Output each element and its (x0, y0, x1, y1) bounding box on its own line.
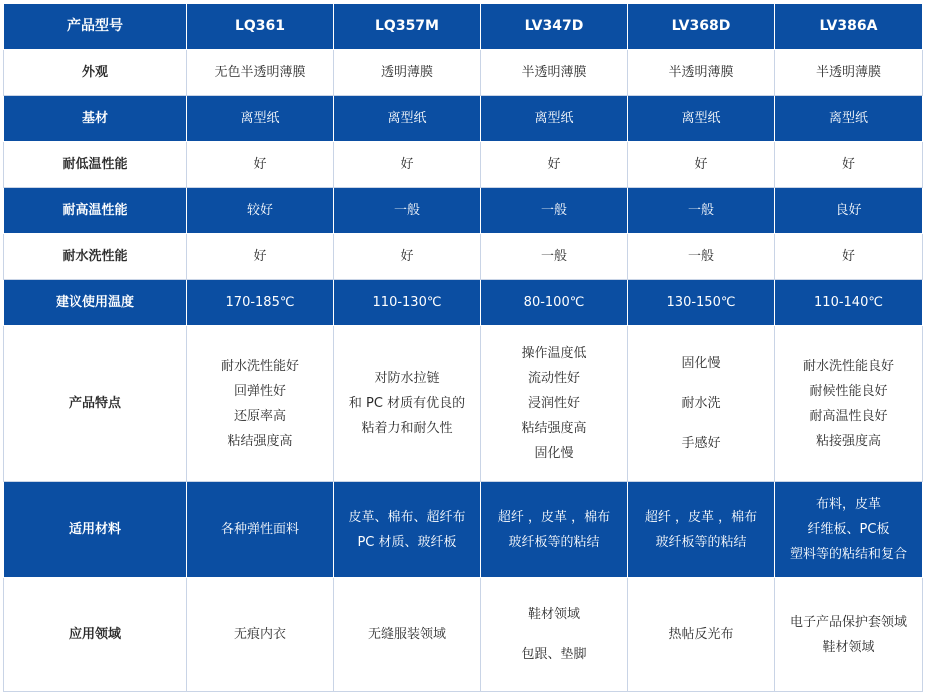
cell-line: 鞋材领域 (527, 606, 580, 622)
value-cell: 好 (775, 234, 923, 280)
value-cell (628, 482, 775, 578)
cell-line: 玻纤板等的粘结 (655, 534, 747, 550)
row-label: 建议使用温度 (4, 280, 187, 326)
value-cell: 110-130℃ (334, 280, 481, 326)
cell-line: 手感好 (681, 435, 721, 451)
value-cell: 130-150℃ (628, 280, 775, 326)
row-label: 基材 (4, 96, 187, 142)
cell-line: 各种弹性面料 (220, 522, 299, 537)
value-cell: 110-140℃ (775, 280, 923, 326)
cell-line: 操作温度低 (521, 346, 587, 361)
product-spec-table (3, 3, 923, 692)
model-cell: LV386A (775, 4, 923, 50)
cell-line: 玻纤板等的粘结 (508, 534, 600, 550)
value-cell (334, 578, 481, 692)
cell-line: 耐候性能良好 (809, 383, 888, 399)
value-cell: 离型纸 (334, 96, 481, 142)
value-cell: 好 (334, 234, 481, 280)
cell-line: 固化慢 (681, 355, 721, 371)
value-cell (481, 482, 628, 578)
cell-line: 超纤 ，皮革 ，棉布 (497, 509, 611, 525)
value-cell (334, 482, 481, 578)
value-cell: 良好 (775, 188, 923, 234)
value-cell (187, 578, 334, 692)
value-cell (775, 578, 923, 692)
cell-line: 耐水洗 (681, 395, 721, 411)
header-label: 产品型号 (4, 4, 187, 50)
cell-line: 无痕内衣 (233, 627, 286, 642)
cell-line: 粘结强度高 (521, 421, 587, 436)
cell-line: 耐水洗性能好 (220, 358, 299, 374)
cell-line: 回弹性好 (233, 383, 286, 399)
value-cell: 较好 (187, 188, 334, 234)
value-cell: 一般 (334, 188, 481, 234)
cell-line: 塑料等的粘结和复合 (789, 547, 907, 562)
value-cell: 半透明薄膜 (775, 50, 923, 96)
cell-line: 流动性好 (527, 371, 580, 386)
row-applications (4, 578, 923, 692)
value-cell: 好 (628, 142, 775, 188)
value-cell: 好 (334, 142, 481, 188)
header-row (4, 4, 923, 50)
row-high-temp (4, 188, 923, 234)
model-cell: LV368D (628, 4, 775, 50)
row-label: 耐水洗性能 (4, 234, 187, 280)
value-cell: 无色半透明薄膜 (187, 50, 334, 96)
value-cell: 离型纸 (775, 96, 923, 142)
value-cell: 好 (775, 142, 923, 188)
cell-line: 和 PC 材质有优良的 (348, 396, 466, 411)
model-cell: LQ357M (334, 4, 481, 50)
row-label: 适用材料 (4, 482, 187, 578)
value-cell: 半透明薄膜 (481, 50, 628, 96)
value-cell: 透明薄膜 (334, 50, 481, 96)
value-cell: 一般 (481, 188, 628, 234)
value-cell: 半透明薄膜 (628, 50, 775, 96)
cell-line: PC 材质、玻纤板 (357, 534, 457, 550)
cell-line: 鞋材领域 (822, 639, 875, 655)
cell-line: 皮革、棉布、超纤布 (348, 509, 466, 525)
cell-line: 耐高温性良好 (809, 408, 888, 424)
row-appearance (4, 50, 923, 96)
value-cell: 80-100℃ (481, 280, 628, 326)
value-cell (334, 326, 481, 482)
cell-line: 布料，皮革 (815, 497, 881, 512)
row-materials (4, 482, 923, 578)
value-cell (628, 326, 775, 482)
cell-line: 电子产品保护套领域 (789, 614, 907, 630)
row-temperature (4, 280, 923, 326)
cell-line: 粘结强度高 (227, 433, 293, 449)
value-cell (628, 578, 775, 692)
model-cell: LV347D (481, 4, 628, 50)
cell-line: 粘着力和耐久性 (361, 421, 453, 436)
cell-line: 热帖反光布 (668, 627, 734, 642)
row-substrate (4, 96, 923, 142)
cell-line: 超纤 ，皮革 ，棉布 (644, 509, 758, 525)
model-cell: LQ361 (187, 4, 334, 50)
row-label: 产品特点 (4, 326, 187, 482)
value-cell (481, 326, 628, 482)
value-cell: 一般 (628, 188, 775, 234)
value-cell: 好 (187, 234, 334, 280)
cell-line: 无缝服装领域 (367, 627, 446, 642)
cell-line: 对防水拉链 (374, 371, 440, 386)
value-cell: 170-185℃ (187, 280, 334, 326)
value-cell (775, 482, 923, 578)
cell-line: 耐水洗性能良好 (802, 358, 894, 374)
value-cell: 离型纸 (481, 96, 628, 142)
row-label: 耐低温性能 (4, 142, 187, 188)
value-cell (187, 482, 334, 578)
cell-line: 固化慢 (534, 446, 574, 461)
value-cell (187, 326, 334, 482)
cell-line: 浸润性好 (527, 396, 580, 411)
row-label: 外观 (4, 50, 187, 96)
value-cell: 好 (187, 142, 334, 188)
value-cell (481, 578, 628, 692)
value-cell: 好 (481, 142, 628, 188)
cell-line: 纤维板、PC板 (807, 522, 890, 537)
cell-line: 还原率高 (233, 408, 286, 424)
value-cell: 一般 (628, 234, 775, 280)
row-label: 应用领域 (4, 578, 187, 692)
value-cell: 一般 (481, 234, 628, 280)
row-wash (4, 234, 923, 280)
cell-line: 粘接强度高 (815, 433, 881, 449)
value-cell: 离型纸 (187, 96, 334, 142)
row-low-temp (4, 142, 923, 188)
value-cell: 离型纸 (628, 96, 775, 142)
value-cell (775, 326, 923, 482)
row-label: 耐高温性能 (4, 188, 187, 234)
row-features (4, 326, 923, 482)
cell-line: 包跟、垫脚 (521, 646, 587, 662)
